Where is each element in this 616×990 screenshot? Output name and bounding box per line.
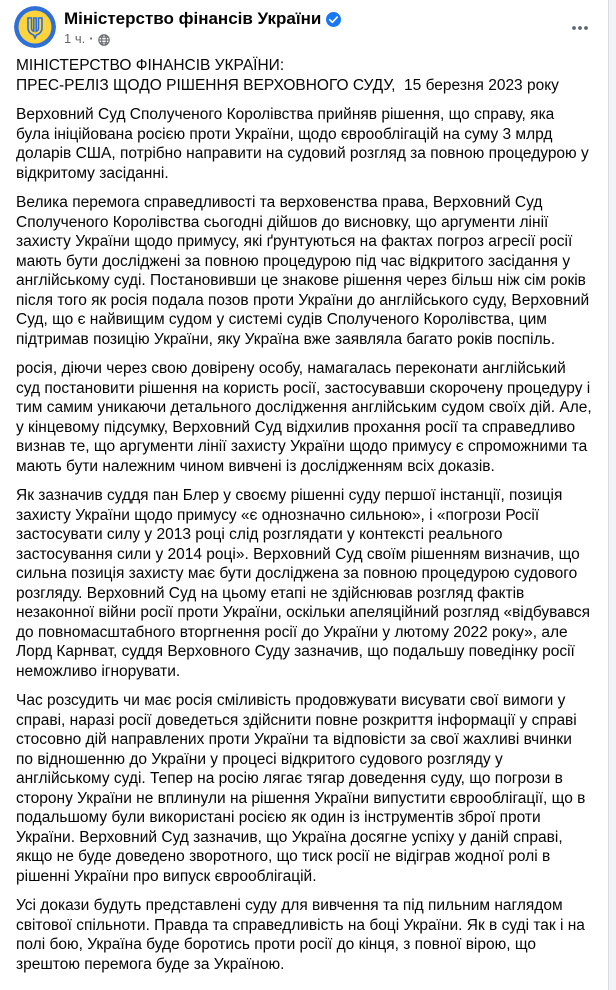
post-title-line2: ПРЕС-РЕЛІЗ ЩОДО РІШЕННЯ ВЕРХОВНОГО СУДУ, 15 березня 2023 року <box>16 76 559 94</box>
post-meta-row <box>64 31 592 47</box>
globe-audience-icon <box>98 34 110 46</box>
post-paragraph: Як зазначив суддя пан Блер у своєму рішенні суду першої інстанції, позиція захисту України щодо примусу «є однозначно сильною», і «погрози Росії застосувати силу у 2013 році слід розглядати у контексті реального застосування сили у 2014 році». Верховний Суд своїм рішенням визначив, що сильна позиція захисту має бути досліджена за повною процедурою судового розгляду. Верховний Суд на цьому етапі не здійснював розгляд фактів незаконної війни росії проти України, оскільки апеляційний розгляд «відбувався до повномасштабного вторгнення росії до України у лютому 2022 року», але Лорд Карнват, суддя Верховного Суду зазначив, що подальшу поведінку росії неможливо ігнорувати. <box>16 487 595 680</box>
more-options-button[interactable] <box>564 12 596 44</box>
post-paragraph: Велика перемога справедливості та верховенства права, Верховний Суд Сполученого Королівства сьогодні дійшов до висновку, що аргументи лінії захисту України щодо примусу, які ґрунтуються на фактах погроз агресії росії мають бути досліджені за повною процедурою під час відкритого засідання у англійському суді. Постановивши це знакове рішення через більш ніж сім років після того як росія подала позов проти України до англійського суду, Верховний Суд, що є найвищим судом у системі судів Сполученого Королівства, цим підтримав позицію України, яку Україна вже заявляла багато років поспіль. <box>16 194 594 348</box>
page-avatar-ukraine-emblem-icon[interactable] <box>14 6 56 48</box>
post-header <box>0 0 608 52</box>
ellipsis-icon <box>570 18 590 38</box>
post-title-line1: МІНІСТЕРСТВО ФІНАНСІВ УКРАЇНИ: <box>16 57 285 74</box>
post-paragraph: росія, діючи через свою довірену особу, намагалась переконати англійський суд постановити рішення на користь росії, застосувавши скорочену процедуру і тим самим уникаючи детального дослідження англійським судом своїх дій. Але, у кінцевому підсумку, Верховний Суд відхилив прохання росії та справедливо визнав те, що аргументи лінії захисту України щодо примусу є спроможними та мають бути належним чином вивчені із дослідженням всіх доказів. <box>16 360 597 475</box>
verified-badge-icon <box>326 12 341 27</box>
page-name[interactable]: Міністерство фінансів України <box>64 9 322 28</box>
post-paragraph: Усі докази будуть представлені суду для вивчення та під пильним наглядом світової спільноти. Правда та справедливість на боці України. Як в суді так і на полі бою, Україна буде боротись проти росії до кінця, з повної вірою, що зрештою перемога буде за Україною. <box>16 897 590 973</box>
post-body-text <box>0 52 608 990</box>
post-title <box>16 56 592 95</box>
dot-separator: · <box>89 31 94 46</box>
post-timestamp[interactable]: 1 ч. <box>64 31 86 46</box>
header-meta <box>64 6 592 47</box>
post-paragraph: Час розсудить чи має росія сміливість продовжувати висувати свої вимоги у справі, наразі росії доведеться здійснити повне розкриття інформації у справі стосовно дій направлених проти України та відповісти за свої жахливі вчинки по відношенню до України у процесі відкритого судового розгляду у англійському суді. Тепер на росію лягає тягар доведення суду, що погрози в сторону України не вплинули на рішення України випустити єврооблігації, що в подальшому були використані росією як один із інструментів зброї проти України. Верховний Суд зазначив, що Україна досягне успіху у даній справі, якщо не буде доведено зворотного, що тиск росії не відіграв жодної ролі в рішенні України про випуск єврооблігацій. <box>16 692 590 885</box>
post-paragraph: Верховний Суд Сполученого Королівства прийняв рішення, що справу, яка була ініційована росією проти України, щодо єврооблігацій на суму 3 млрд доларів США, потрібно направити на судовий розгляд за повною процедурою у відкритому засіданні. <box>16 106 594 182</box>
